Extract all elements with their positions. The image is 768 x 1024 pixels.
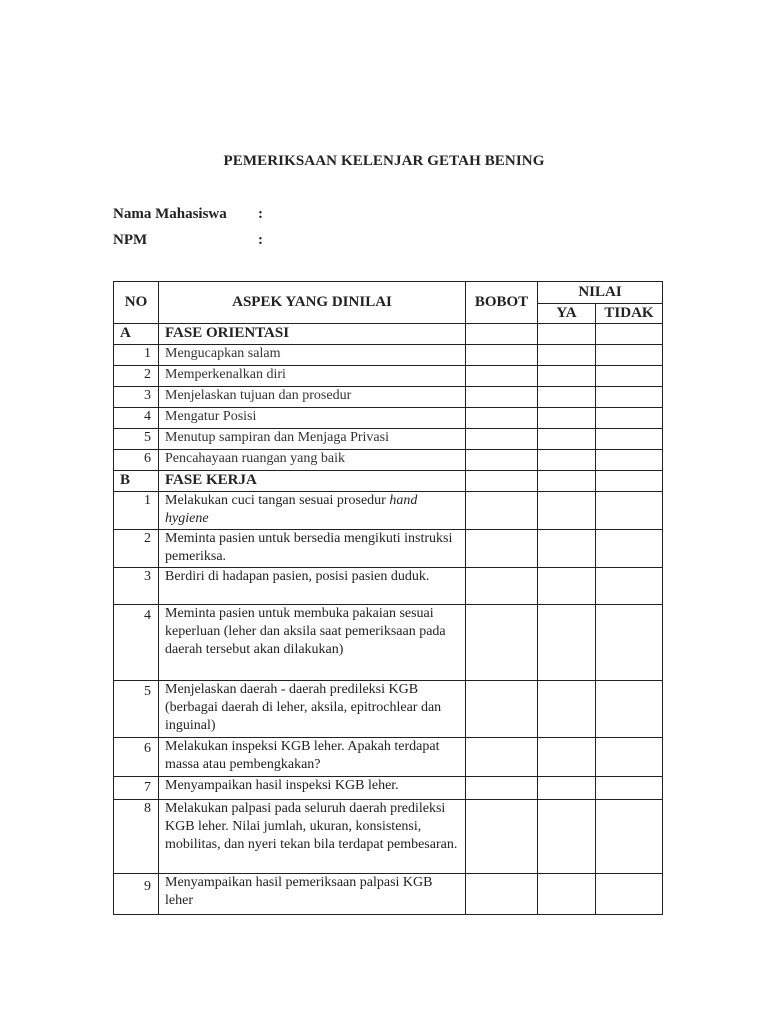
tidak-cell[interactable] — [596, 567, 663, 604]
row-aspect: Menjelaskan daerah - daerah predileksi KGB (berbagai daerah di leher, aksila, epitrochlear dan inguinal) — [159, 680, 466, 737]
bobot-cell[interactable] — [466, 776, 538, 799]
tidak-cell[interactable] — [596, 604, 663, 680]
section-letter: A — [114, 324, 159, 345]
section-row-b — [114, 471, 663, 492]
bobot-cell[interactable] — [466, 471, 538, 492]
ya-cell[interactable] — [538, 604, 596, 680]
row-aspect-text: Melakukan cuci tangan sesuai prosedur — [165, 493, 390, 508]
bobot-cell[interactable] — [466, 799, 538, 873]
row-aspect-italic: hand hygiene — [165, 493, 418, 527]
ya-cell[interactable] — [538, 567, 596, 604]
bobot-cell[interactable] — [466, 408, 538, 429]
row-aspect — [159, 492, 466, 530]
table-row — [114, 680, 663, 737]
bobot-cell[interactable] — [466, 873, 538, 914]
ya-cell[interactable] — [538, 529, 596, 567]
ya-cell[interactable] — [538, 345, 596, 366]
tidak-cell[interactable] — [596, 737, 663, 776]
ya-cell[interactable] — [538, 366, 596, 387]
row-number: 8 — [114, 799, 159, 873]
header-aspek: ASPEK YANG DINILAI — [159, 282, 466, 324]
row-number: 5 — [114, 680, 159, 737]
bobot-cell[interactable] — [466, 492, 538, 530]
ya-cell[interactable] — [538, 429, 596, 450]
table-row — [114, 604, 663, 680]
ya-cell[interactable] — [538, 408, 596, 429]
bobot-cell[interactable] — [466, 324, 538, 345]
assessment-table — [113, 281, 663, 915]
bobot-cell[interactable] — [466, 604, 538, 680]
ya-cell[interactable] — [538, 873, 596, 914]
ya-cell[interactable] — [538, 387, 596, 408]
row-number: 1 — [114, 345, 159, 366]
table-row — [114, 529, 663, 567]
tidak-cell[interactable] — [596, 450, 663, 471]
tidak-cell[interactable] — [596, 873, 663, 914]
ya-cell[interactable] — [538, 737, 596, 776]
row-aspect: Mengatur Posisi — [159, 408, 466, 429]
row-aspect: Mengucapkan salam — [159, 345, 466, 366]
bobot-cell[interactable] — [466, 429, 538, 450]
row-number: 6 — [114, 737, 159, 776]
student-name-row — [113, 206, 263, 223]
ya-cell[interactable] — [538, 680, 596, 737]
table-row — [114, 567, 663, 604]
bobot-cell[interactable] — [466, 737, 538, 776]
table-row — [114, 737, 663, 776]
tidak-cell[interactable] — [596, 529, 663, 567]
bobot-cell[interactable] — [466, 387, 538, 408]
row-number: 2 — [114, 529, 159, 567]
section-title: FASE ORIENTASI — [159, 324, 466, 345]
row-number: 4 — [114, 604, 159, 680]
row-aspect: Meminta pasien untuk membuka pakaian sesuai keperluan (leher dan aksila saat pemeriksaan pada daerah tersebut akan dilakukan) — [159, 604, 466, 680]
bobot-cell[interactable] — [466, 680, 538, 737]
table-row — [114, 776, 663, 799]
row-aspect: Meminta pasien untuk bersedia mengikuti instruksi pemeriksa. — [159, 529, 466, 567]
bobot-cell[interactable] — [466, 567, 538, 604]
row-number: 7 — [114, 776, 159, 799]
row-number: 6 — [114, 450, 159, 471]
tidak-cell[interactable] — [596, 324, 663, 345]
tidak-cell[interactable] — [596, 799, 663, 873]
tidak-cell[interactable] — [596, 776, 663, 799]
section-title: FASE KERJA — [159, 471, 466, 492]
row-aspect: Menutup sampiran dan Menjaga Privasi — [159, 429, 466, 450]
row-number: 9 — [114, 873, 159, 914]
row-aspect: Melakukan palpasi pada seluruh daerah predileksi KGB leher. Nilai jumlah, ukuran, konsistensi, mobilitas, dan nyeri tekan bila terdapat pembesaran. — [159, 799, 466, 873]
row-number: 2 — [114, 366, 159, 387]
tidak-cell[interactable] — [596, 387, 663, 408]
header-ya: YA — [538, 304, 596, 324]
table-row — [114, 408, 663, 429]
row-number: 5 — [114, 429, 159, 450]
ya-cell[interactable] — [538, 324, 596, 345]
ya-cell[interactable] — [538, 799, 596, 873]
tidak-cell[interactable] — [596, 471, 663, 492]
tidak-cell[interactable] — [596, 345, 663, 366]
table-row — [114, 799, 663, 873]
bobot-cell[interactable] — [466, 450, 538, 471]
tidak-cell[interactable] — [596, 492, 663, 530]
ya-cell[interactable] — [538, 471, 596, 492]
npm-label: NPM — [113, 232, 148, 248]
table-row — [114, 387, 663, 408]
row-aspect: Pencahayaan ruangan yang baik — [159, 450, 466, 471]
npm-row — [113, 232, 263, 249]
bobot-cell[interactable] — [466, 366, 538, 387]
header-no: NO — [114, 282, 159, 324]
bobot-cell[interactable] — [466, 529, 538, 567]
table-row — [114, 873, 663, 914]
table-row — [114, 429, 663, 450]
section-letter: B — [114, 471, 159, 492]
row-aspect: Melakukan inspeksi KGB leher. Apakah terdapat massa atau pembengkakan? — [159, 737, 466, 776]
row-number: 1 — [114, 492, 159, 530]
student-name-label: Nama Mahasiswa — [113, 206, 227, 222]
section-row-a — [114, 324, 663, 345]
row-number: 3 — [114, 387, 159, 408]
header-nilai: NILAI — [538, 282, 663, 304]
npm-colon: : — [258, 232, 263, 248]
row-aspect: Berdiri di hadapan pasien, posisi pasien duduk. — [159, 567, 466, 604]
tidak-cell[interactable] — [596, 429, 663, 450]
tidak-cell[interactable] — [596, 408, 663, 429]
tidak-cell[interactable] — [596, 680, 663, 737]
row-aspect: Menyampaikan hasil inspeksi KGB leher. — [159, 776, 466, 799]
row-aspect: Menyampaikan hasil pemeriksaan palpasi KGB leher — [159, 873, 466, 914]
table-row — [114, 345, 663, 366]
table-row — [114, 366, 663, 387]
tidak-cell[interactable] — [596, 366, 663, 387]
row-number: 4 — [114, 408, 159, 429]
page-title: PEMERIKSAAN KELENJAR GETAH BENING — [223, 153, 545, 169]
ya-cell[interactable] — [538, 492, 596, 530]
header-tidak: TIDAK — [596, 304, 663, 324]
row-aspect: Menjelaskan tujuan dan prosedur — [159, 387, 466, 408]
table-row — [114, 450, 663, 471]
row-number: 3 — [114, 567, 159, 604]
table-row — [114, 492, 663, 530]
bobot-cell[interactable] — [466, 345, 538, 366]
ya-cell[interactable] — [538, 776, 596, 799]
ya-cell[interactable] — [538, 450, 596, 471]
student-name-colon: : — [258, 206, 263, 222]
row-aspect: Memperkenalkan diri — [159, 366, 466, 387]
header-bobot: BOBOT — [466, 282, 538, 324]
